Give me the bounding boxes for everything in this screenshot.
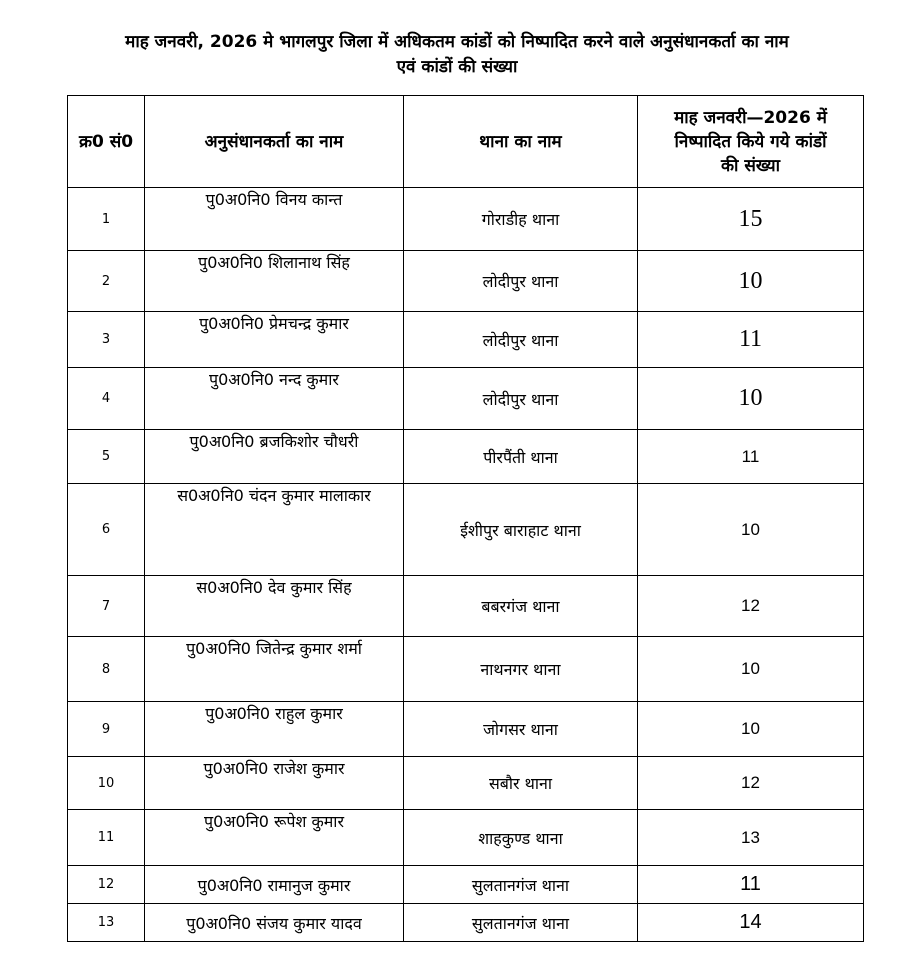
table-row [68,251,864,312]
table-row [68,810,864,866]
case-count-cell: 11 [638,866,864,904]
station-cell: लोदीपुर थाना [404,312,638,368]
case-count-cell: 12 [638,576,864,637]
investigator-name-cell: पु0अ0नि0 रूपेश कुमार [145,810,404,866]
station-cell: लोदीपुर थाना [404,251,638,312]
investigator-name-cell: पु0अ0नि0 नन्द कुमार [145,368,404,430]
serial-cell: 5 [68,430,145,484]
investigator-name-cell: पु0अ0नि0 राहुल कुमार [145,702,404,757]
table-row [68,312,864,368]
station-cell: बबरगंज थाना [404,576,638,637]
case-count-cell: 10 [638,484,864,576]
serial-cell: 11 [68,810,145,866]
serial-cell: 1 [68,188,145,251]
table-row [68,484,864,576]
serial-cell: 9 [68,702,145,757]
table-header-row [68,96,864,188]
investigator-name-cell: पु0अ0नि0 राजेश कुमार [145,757,404,810]
header-case-count [638,96,864,188]
case-count-cell: 14 [638,904,864,942]
header-investigator-name: अनुसंधानकर्ता का नाम [145,96,404,188]
header-police-station: थाना का नाम [404,96,638,188]
document-title [40,30,874,80]
station-cell: ईशीपुर बाराहाट थाना [404,484,638,576]
serial-cell: 4 [68,368,145,430]
serial-cell: 13 [68,904,145,942]
investigator-name-cell: पु0अ0नि0 जितेन्द्र कुमार शर्मा [145,637,404,702]
station-cell: सुलतानगंज थाना [404,904,638,942]
investigator-name-cell: स0अ0नि0 चंदन कुमार मालाकार [145,484,404,576]
case-count-cell: 10 [638,637,864,702]
case-count-cell: 15 [638,188,864,251]
table-row [68,757,864,810]
table-row [68,188,864,251]
station-cell: शाहकुण्ड थाना [404,810,638,866]
investigator-name-cell: पु0अ0नि0 रामानुज कुमार [145,866,404,904]
table-row [68,904,864,942]
header-case-count-line-3: की संख्या [720,155,781,176]
station-cell: सुलतानगंज थाना [404,866,638,904]
serial-cell: 10 [68,757,145,810]
title-line-1: माह जनवरी, 2026 मे भागलपुर जिला में अधिकतम कांडों को निष्पादित करने वाले अनुसंधानकर्ता का नाम [125,32,789,52]
serial-cell: 8 [68,637,145,702]
investigator-name-cell: पु0अ0नि0 शिलानाथ सिंह [145,251,404,312]
case-count-cell: 12 [638,757,864,810]
serial-cell: 7 [68,576,145,637]
serial-cell: 2 [68,251,145,312]
serial-cell: 12 [68,866,145,904]
investigator-name-cell: पु0अ0नि0 प्रेमचन्द्र कुमार [145,312,404,368]
serial-cell: 6 [68,484,145,576]
title-line-2: एवं कांडों की संख्या [396,57,518,77]
case-count-cell: 10 [638,251,864,312]
table-row [68,576,864,637]
header-serial: क्र0 सं0 [68,96,145,188]
investigator-name-cell: स0अ0नि0 देव कुमार सिंह [145,576,404,637]
station-cell: लोदीपुर थाना [404,368,638,430]
header-case-count-line-1: माह जनवरी—2026 में [674,107,827,128]
station-cell: गोराडीह थाना [404,188,638,251]
investigator-name-cell: पु0अ0नि0 विनय कान्त [145,188,404,251]
station-cell: सबौर थाना [404,757,638,810]
case-count-cell: 13 [638,810,864,866]
station-cell: पीरपैंती थाना [404,430,638,484]
case-count-cell: 11 [638,430,864,484]
investigators-table [67,95,864,942]
case-count-cell: 10 [638,702,864,757]
case-count-cell: 10 [638,368,864,430]
station-cell: नाथनगर थाना [404,637,638,702]
investigator-name-cell: पु0अ0नि0 संजय कुमार यादव [145,904,404,942]
table-row [68,637,864,702]
table-row [68,368,864,430]
table-row [68,702,864,757]
case-count-cell: 11 [638,312,864,368]
table-row [68,866,864,904]
serial-cell: 3 [68,312,145,368]
table-row [68,430,864,484]
investigator-name-cell: पु0अ0नि0 ब्रजकिशोर चौधरी [145,430,404,484]
header-case-count-line-2: निष्पादित किये गये कांडों [674,131,827,152]
station-cell: जोगसर थाना [404,702,638,757]
